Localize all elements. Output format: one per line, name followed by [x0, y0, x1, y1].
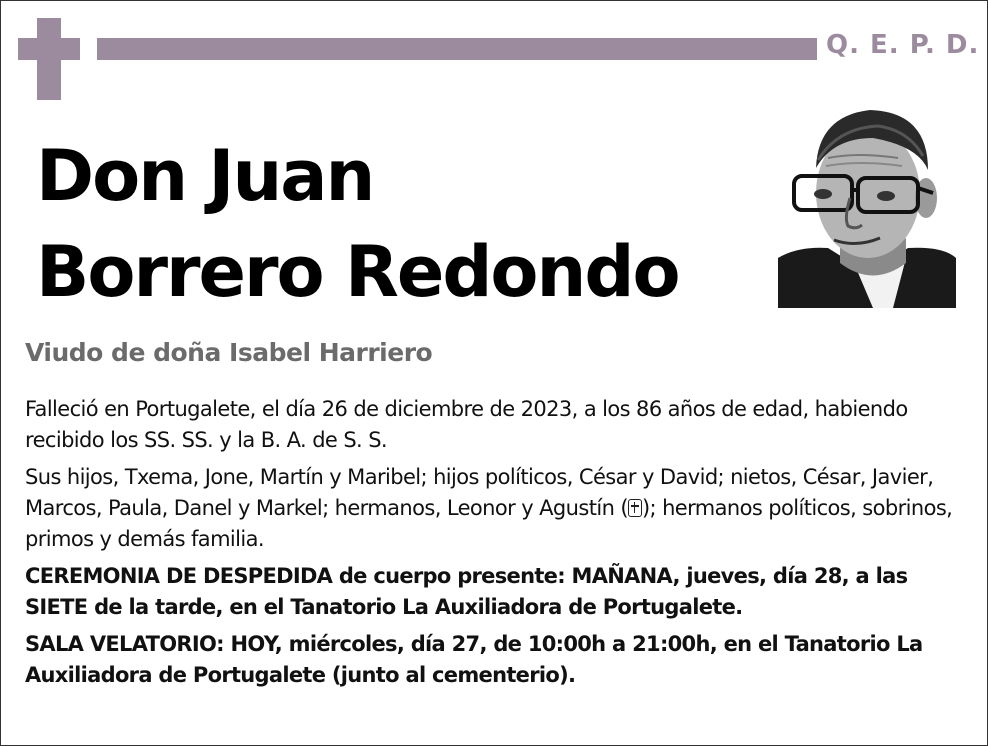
- portrait-illustration: [778, 98, 956, 308]
- deceased-name: [36, 128, 679, 320]
- family-list-part-1: Sus hijos, Txema, Jone, Martín y Maribel; hijos políticos, César y David; nietos, César, Javier, Marcos, Paula, Danel y Markel; hermanos, Leonor y Agustín (: [25, 465, 934, 520]
- latin-cross-icon-bar: [18, 38, 80, 60]
- obituary-body: [25, 394, 965, 697]
- family-list-part-2: ); hermanos políticos, sobrinos, primos y demás familia.: [25, 496, 953, 551]
- qepd-label: Q. E. P. D.: [826, 30, 980, 60]
- death-notice: Falleció en Portugalete, el día 26 de diciembre de 2023, a los 86 años de edad, habiendo recibido los SS. SS. y la B. A. de S. S.: [25, 397, 908, 452]
- cross-in-box-icon: [628, 499, 642, 517]
- name-line-2: Borrero Redondo: [36, 231, 679, 313]
- name-line-1: Don Juan: [36, 135, 374, 217]
- header-rule: [97, 38, 817, 60]
- widow-line: Viudo de doña Isabel Harriero: [25, 338, 433, 367]
- wake-notice: SALA VELATORIO: HOY, miércoles, día 27, de 10:00h a 21:00h, en el Tanatorio La Auxiliadora de Portugalete (junto al cementerio).: [25, 632, 923, 687]
- family-list: [25, 462, 965, 555]
- portrait-photo: [778, 98, 956, 308]
- ceremony-notice: CEREMONIA DE DESPEDIDA de cuerpo presente: MAÑANA, jueves, día 28, a las SIETE de la tarde, en el Tanatorio La Auxiliadora de Portugalete.: [25, 564, 908, 619]
